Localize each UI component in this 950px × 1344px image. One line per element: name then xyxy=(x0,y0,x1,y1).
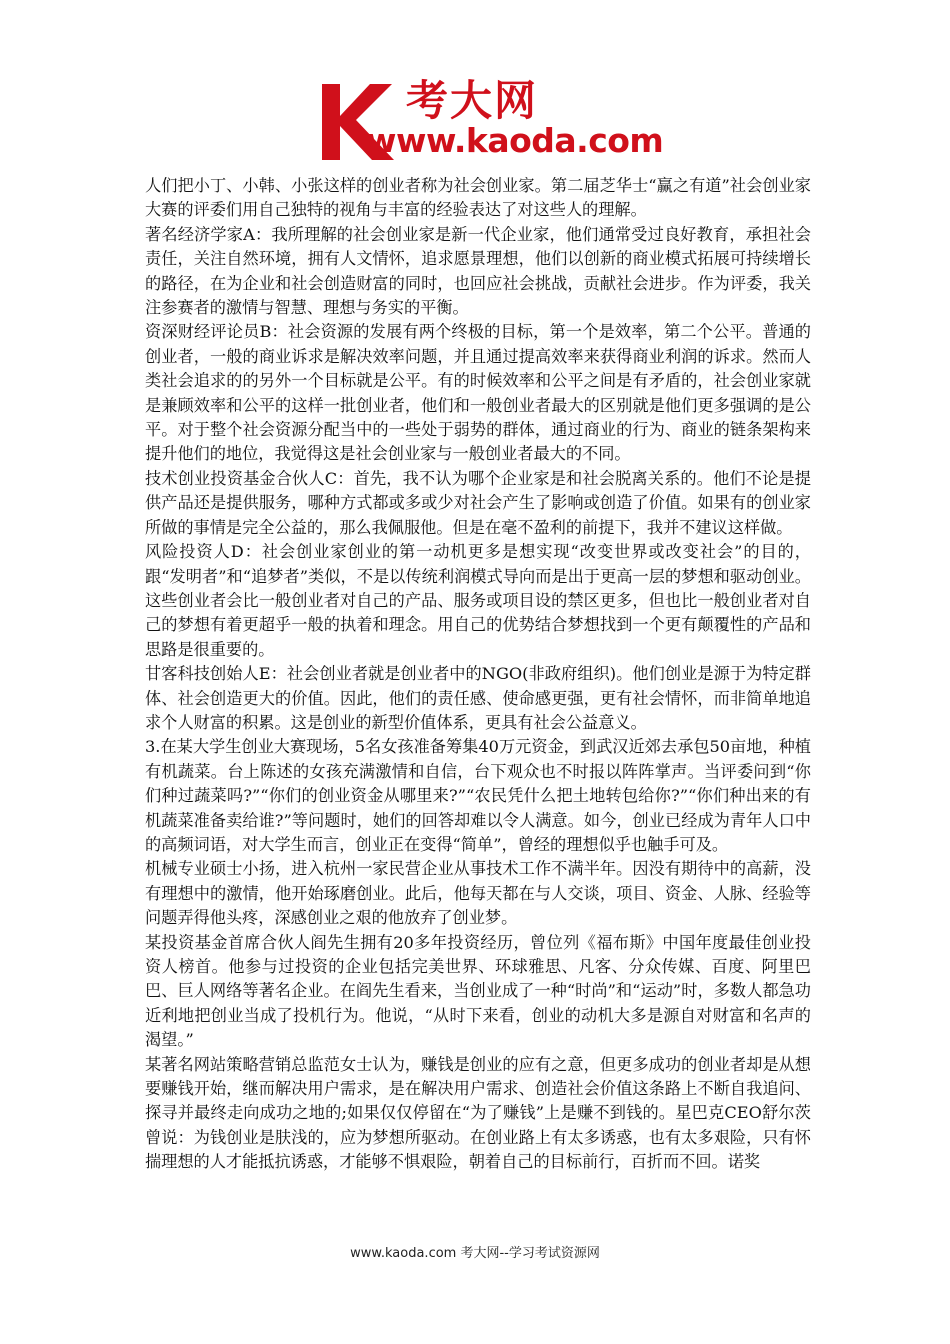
site-logo xyxy=(318,76,664,160)
paragraph: 甘客科技创始人E：社会创业者就是创业者中的NGO(非政府组织)。他们创业是源于为特定群体、社会创造更大的价值。因此，他们的责任感、使命感更强，更有社会情怀，而非简单地追求个人财富的积累。这是创业的新型价值体系，更具有社会公益意义。 xyxy=(145,664,811,732)
paragraph: 人们把小丁、小韩、小张这样的创业者称为社会创业家。第二届芝华士“赢之有道”社会创业家大赛的评委们用自己独特的视角与丰富的经验表达了对这些人的理解。 xyxy=(145,176,811,220)
paragraph: 某著名网站策略营销总监范女士认为，赚钱是创业的应有之意，但更多成功的创业者却是从想要赚钱开始，继而解决用户需求，是在解决用户需求、创造社会价值这条路上不断自我追问、探寻并最终走向成功之地的;如果仅仅停留在“为了赚钱”上是赚不到钱的。星巴克CEO舒尔茨曾说：为钱创业是肤浅的，应为梦想所驱动。在创业路上有太多诱惑，也有太多艰险，只有怀揣理想的人才能抵抗诱惑，才能够不惧艰险，朝着自己的目标前行，百折而不回。诺奖 xyxy=(145,1054,811,1172)
paragraph: 某投资基金首席合伙人阎先生拥有20多年投资经历，曾位列《福布斯》中国年度最佳创业投资人榜首。他参与过投资的企业包括完美世界、环球雅思、凡客、分众传媒、百度、阿里巴巴、巨人网络等著名企业。在阎先生看来，当创业成了一种“时尚”和“运动”时，多数人都急功近利地把创业当成了投机行为。他说，“从时下来看，创业的动机大多是源自对财富和名声的渴望。” xyxy=(145,932,811,1050)
paragraph: 3.在某大学生创业大赛现场，5名女孩准备筹集40万元资金，到武汉近郊去承包50亩地，种植有机蔬菜。台上陈述的女孩充满激情和自信，台下观众也不时报以阵阵掌声。当评委问到“你们种过蔬菜吗?”“你们的创业资金从哪里来?”“农民凭什么把土地转包给你?”“你们种出来的有机蔬菜准备卖给谁?”等问题时，她们的回答却难以令人满意。如今，创业已经成为青年人口中的高频词语，对大学生而言，创业正在变得“简单”，曾经的理想似乎也触手可及。 xyxy=(145,737,811,854)
page-footer: www.kaoda.com 考大网--学习考试资源网 xyxy=(350,1246,600,1261)
logo-title: 考大网 xyxy=(406,76,539,125)
paragraph: 机械专业硕士小扬，进入杭州一家民营企业从事技术工作不满半年。因没有期待中的高薪，没有理想中的激情，他开始琢磨创业。此后，他每天都在与人交谈，项目、资金、人脉、经验等问题弄得他头疼，深感创业之艰的他放弃了创业梦。 xyxy=(145,859,811,928)
paragraph: 技术创业投资基金合伙人C：首先，我不认为哪个企业家是和社会脱离关系的。他们不论是提供产品还是提供服务，哪种方式都或多或少对社会产生了影响或创造了价值。如果有的创业家所做的事情是完全公益的，那么我佩服他。但是在毫不盈利的前提下，我并不建议这样做。 xyxy=(145,468,811,537)
paragraph: 著名经济学家A：我所理解的社会创业家是新一代企业家，他们通常受过良好教育，承担社会责任，关注自然环境，拥有人文情怀，追求愿景理想，他们以创新的商业模式拓展可持续增长的路径，在为企业和社会创造财富的同时，也回应社会挑战，贡献社会进步。作为评委，我关注参赛者的激情与智慧、理想与务实的平衡。 xyxy=(145,224,811,318)
logo-url: www.kaoda.com xyxy=(366,121,664,160)
paragraph: 风险投资人D：社会创业家创业的第一动机更多是想实现“改变世界或改变社会”的目的，跟“发明者”和“追梦者”类似，不是以传统利润模式导向而是出于更高一层的梦想和驱动创业。这些创业者会比一般创业者对自己的产品、服务或项目设的禁区更多，但也比一般创业者对自己的梦想有着更超乎一般的执着和理念。用自己的优势结合梦想找到一个更有颠覆性的产品和思路是很重要的。 xyxy=(145,542,811,659)
paragraph: 资深财经评论员B：社会资源的发展有两个终极的目标，第一个是效率，第二个公平。普通的创业者，一般的商业诉求是解决效率问题，并且通过提高效率来获得商业利润的诉求。然而人类社会追求的的另外一个目标就是公平。有的时候效率和公平之间是有矛盾的，社会创业家就是兼顾效率和公平的这样一批创业者，他们和一般创业者最大的区别就是他们更多强调的是公平。对于整个社会资源分配当中的一些处于弱势的群体，通过商业的行为、商业的链条架构来提升他们的地位，我觉得这是社会创业家与一般创业者最大的不同。 xyxy=(145,322,811,464)
article-body xyxy=(145,174,811,1175)
